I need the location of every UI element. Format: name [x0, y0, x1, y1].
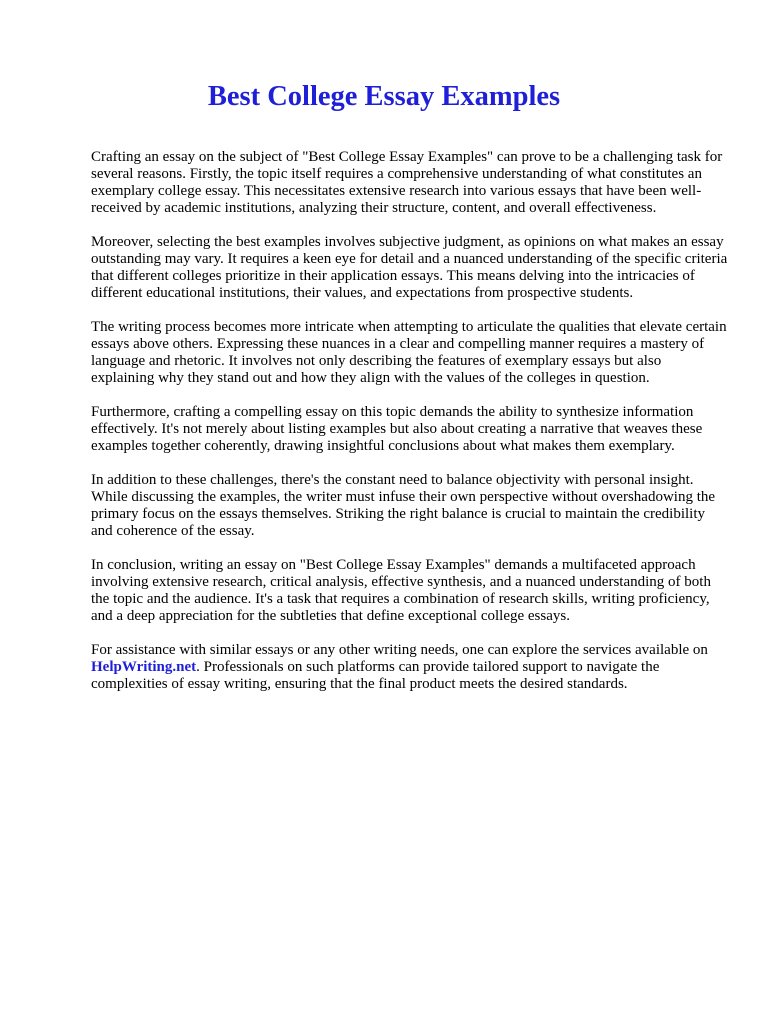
paragraph-2: Moreover, selecting the best examples involves subjective judgment, as opinions on what makes an essay outstanding may vary. It requires a keen eye for detail and a nuanced understanding of the specific criteria that different colleges prioritize in their application essays. This means delving into the intricacies of different educational institutions, their values, and expectations from prospective students. [91, 234, 728, 301]
paragraph-5: In addition to these challenges, there's the constant need to balance objectivity with personal insight. While discussing the examples, the writer must infuse their own perspective without overshadowing the primary focus on the essays themselves. Striking the right balance is crucial to maintain the credibility and coherence of the essay. [91, 472, 716, 539]
paragraph-6: In conclusion, writing an essay on "Best College Essay Examples" demands a multifaceted approach involving extensive research, critical analysis, effective synthesis, and a nuanced understanding of both the topic and the audience. It's a task that requires a combination of research skills, writing proficiency, and a deep appreciation for the subtleties that define exceptional college essays. [91, 557, 711, 624]
paragraph-7 [91, 642, 728, 693]
helpwriting-link[interactable]: HelpWriting.net [91, 659, 197, 675]
paragraph-1: Crafting an essay on the subject of "Best College Essay Examples" can prove to be a challenging task for several reasons. Firstly, the topic itself requires a comprehensive understanding of what constitutes an exemplary college essay. This necessitates extensive research into various essays that have been well-received by academic institutions, analyzing their structure, content, and overall effectiveness. [91, 149, 723, 216]
paragraph-4: Furthermore, crafting a compelling essay on this topic demands the ability to synthesize information effectively. It's not merely about listing examples but also about creating a narrative that weaves these examples together coherently, drawing insightful conclusions about what makes them exemplary. [91, 404, 703, 454]
paragraph-3: The writing process becomes more intricate when attempting to articulate the qualities that elevate certain essays above others. Expressing these nuances in a clear and compelling manner requires a mastery of language and rhetoric. It involves not only describing the features of exemplary essays but also explaining why they stand out and how they align with the values of the colleges in question. [91, 319, 727, 386]
document-title: Best College Essay Examples [207, 81, 561, 112]
paragraph-7-after-link: . Professionals on such platforms can provide tailored support to navigate the complexities of essay writing, ensuring that the final product meets the desired standards. [91, 659, 660, 692]
paragraph-7-before-link: For assistance with similar essays or any other writing needs, one can explore the services available on [91, 642, 708, 658]
